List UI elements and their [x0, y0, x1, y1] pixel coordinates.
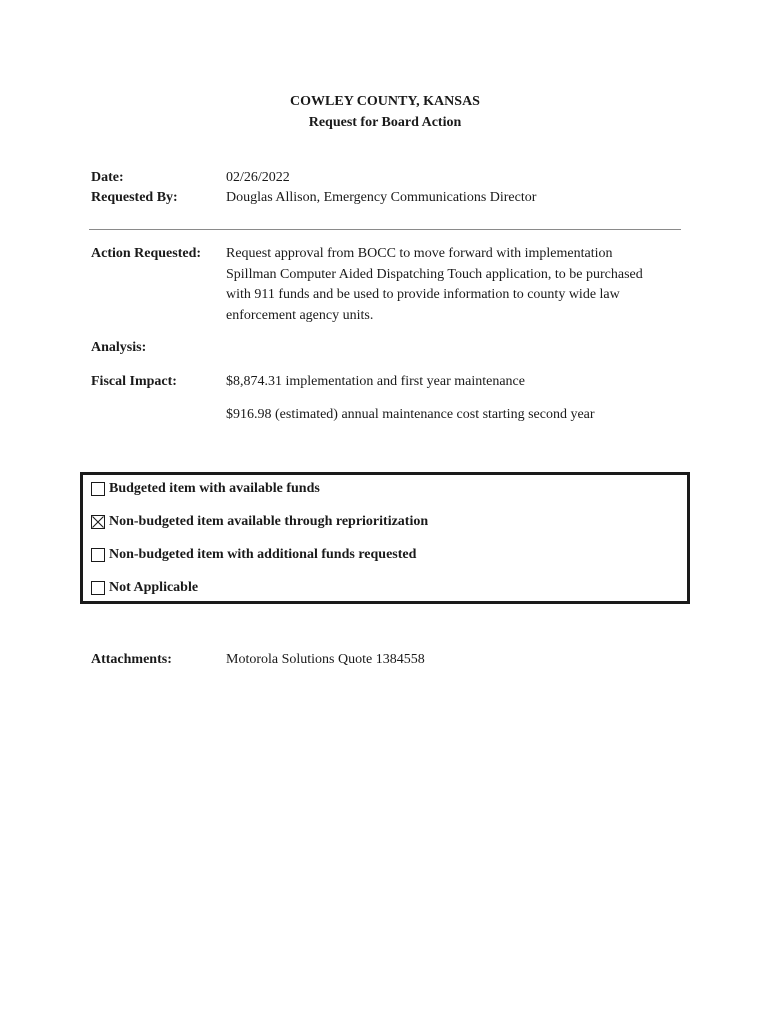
- requested-by-value: Douglas Allison, Emergency Communications Director: [226, 190, 537, 205]
- x-mark-icon: [92, 516, 104, 528]
- checkbox-icon[interactable]: [91, 581, 105, 595]
- attachments-value: Motorola Solutions Quote 1384558: [226, 652, 425, 667]
- attachments-label: Attachments:: [91, 652, 172, 667]
- checkbox-icon[interactable]: [91, 548, 105, 562]
- checkbox-icon[interactable]: [91, 482, 105, 496]
- action-line: Spillman Computer Aided Dispatching Touch application, to be purchased: [226, 266, 643, 282]
- analysis-label: Analysis:: [91, 340, 147, 355]
- budget-option-label: Not Applicable: [109, 580, 199, 595]
- date-label: Date:: [91, 170, 124, 185]
- fiscal-impact-label: Fiscal Impact:: [91, 374, 177, 389]
- budget-option-not-applicable: [91, 579, 198, 597]
- fiscal-impact-line-2: $916.98 (estimated) annual maintenance cost starting second year: [226, 407, 595, 422]
- action-requested-label: Action Requested:: [91, 246, 202, 261]
- action-line: Request approval from BOCC to move forward with implementation: [226, 246, 613, 261]
- section-divider: [89, 229, 681, 230]
- budget-option-label: Non-budgeted item with additional funds requested: [109, 547, 417, 562]
- budget-option-reprioritization: [91, 513, 428, 531]
- document-title: Request for Board Action: [308, 115, 462, 130]
- budget-option-label: Non-budgeted item available through reprioritization: [109, 514, 429, 529]
- budget-option-budgeted: [91, 480, 320, 498]
- action-line: with 911 funds and be used to provide information to county wide law: [226, 287, 620, 302]
- action-requested-text: [226, 244, 686, 326]
- budget-option-additional-funds: [91, 546, 416, 564]
- county-heading: COWLEY COUNTY, KANSAS: [290, 94, 480, 109]
- date-value: 02/26/2022: [226, 170, 290, 185]
- budget-status-box: [80, 472, 690, 604]
- fiscal-impact-line-1: $8,874.31 implementation and first year maintenance: [226, 374, 525, 389]
- checkbox-checked-icon[interactable]: [91, 515, 105, 529]
- action-line: enforcement agency units.: [226, 307, 374, 323]
- requested-by-label: Requested By:: [91, 190, 178, 205]
- budget-option-label: Budgeted item with available funds: [109, 481, 320, 496]
